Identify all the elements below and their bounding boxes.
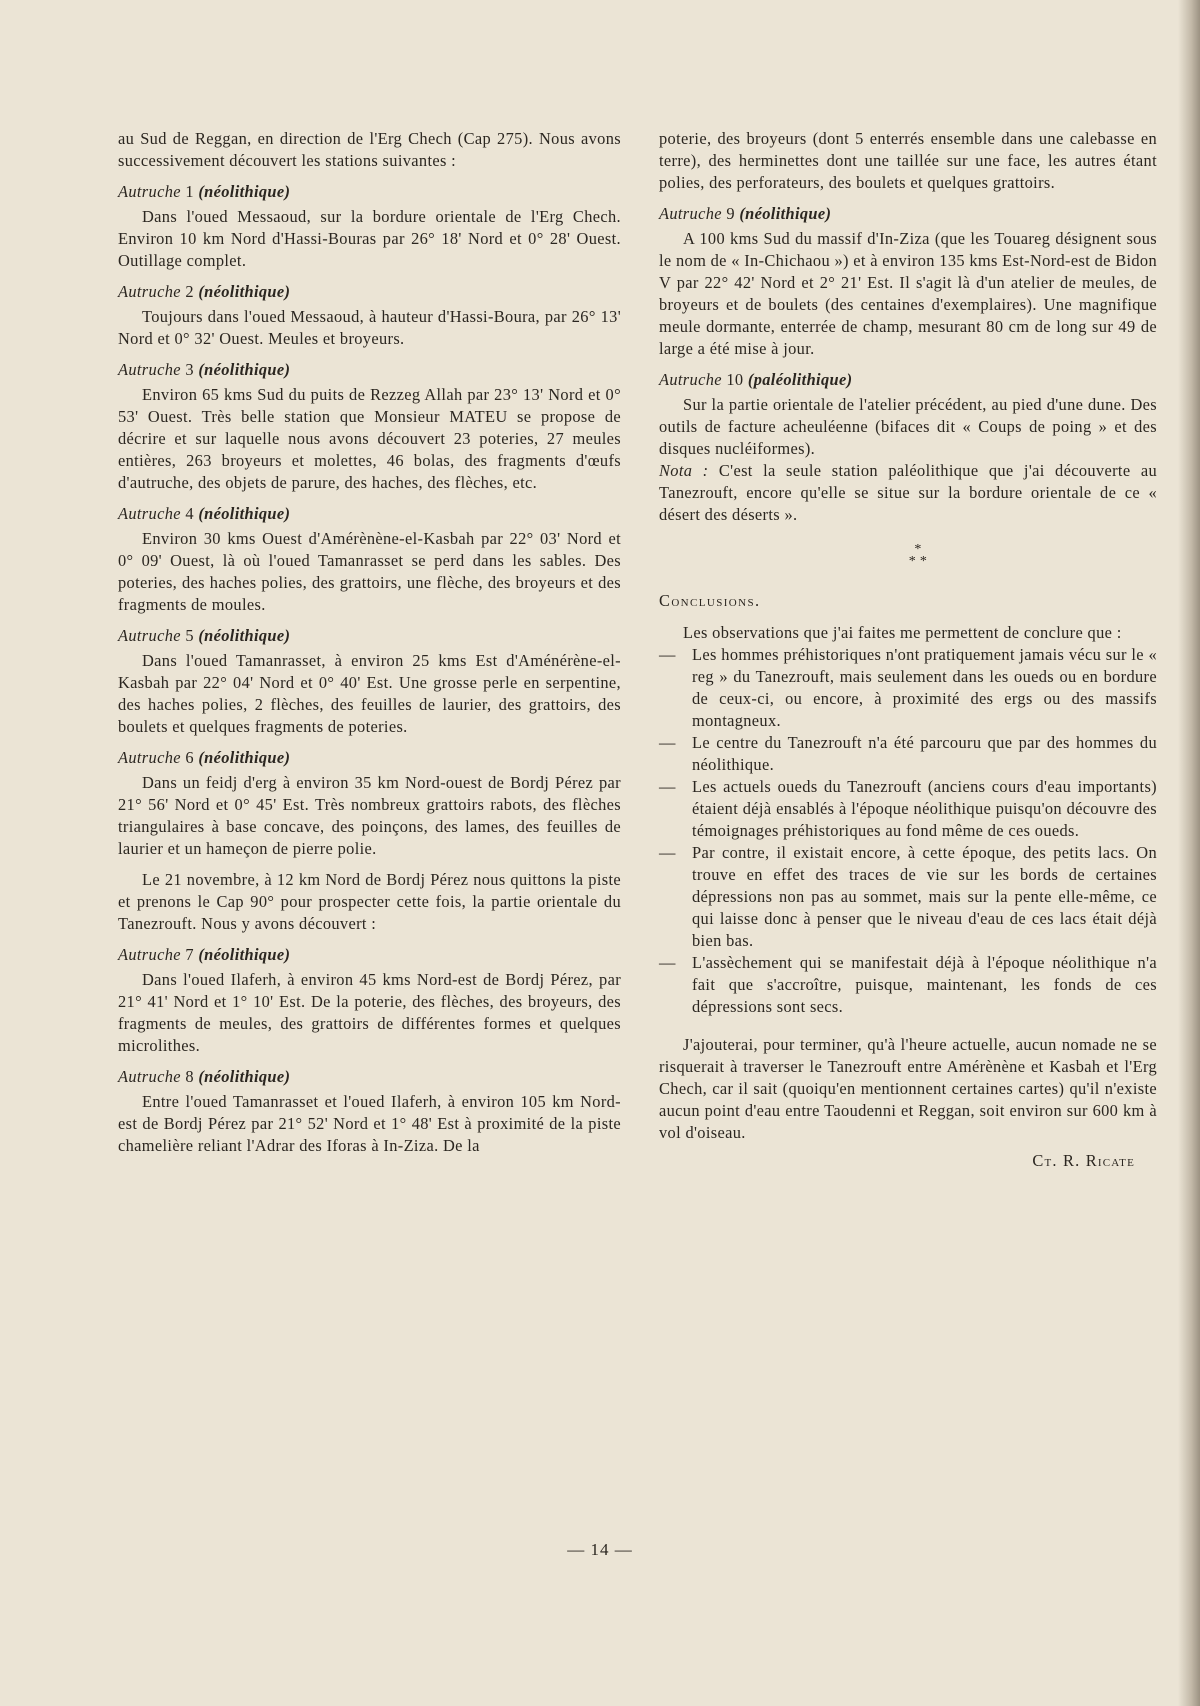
section-separator-stars: * * * — [908, 542, 928, 569]
page-number: — 14 — — [567, 1540, 633, 1559]
station-heading-6: Autruche 6 (néolithique) — [118, 748, 291, 767]
conclusion-item: — Le centre du Tanezrouft n'a été parcouru que par des hommes du néolithique. — [659, 732, 1157, 776]
station-heading-2: Autruche 2 (néolithique) — [118, 282, 291, 301]
nota-paragraph — [659, 460, 1157, 526]
station-text-1: Dans l'oued Messaoud, sur la bordure orientale de l'Erg Chech. Environ 10 km Nord d'Hassi-Bouras par 26° 18' Nord et 0° 28' Ouest. Outillage complet. — [118, 207, 621, 270]
left-column — [118, 128, 621, 1157]
intro-paragraph: au Sud de Reggan, en direction de l'Erg Chech (Cap 275). Nous avons successivement découvert les stations suivantes : — [118, 129, 621, 170]
station-heading-10: Autruche 10 (paléolithique) — [659, 370, 853, 389]
closing-paragraph: J'ajouterai, pour terminer, qu'à l'heure actuelle, aucun nomade ne se risquerait à traverser le Tanezrouft entre Amérènène et Kasbah et l'Erg Chech, car il sait (quoiqu'en mentionnent certaines cartes) qu'il n'existe aucun point d'eau entre Taoudenni et Reggan, soit environ sur 600 km à vol d'oiseau. — [659, 1035, 1157, 1142]
station-heading-4: Autruche 4 (néolithique) — [118, 504, 291, 523]
station-heading-3: Autruche 3 (néolithique) — [118, 360, 291, 379]
conclusions-intro: Les observations que j'ai faites me permettent de conclure que : — [683, 623, 1122, 642]
station-heading-9: Autruche 9 (néolithique) — [659, 204, 832, 223]
conclusion-item: — Les actuels oueds du Tanezrouft (anciens cours d'eau importants) étaient déjà ensablés à l'époque néolithique puisqu'on découvre des témoignages préhistoriques au fond même de ces oueds. — [659, 776, 1157, 842]
conclusion-item: — Par contre, il existait encore, à cette époque, des petits lacs. On trouve en effet des traces de vie sur les bords de certaines dépressions non pas au sommet, mais sur la pente elle-même, ce qui laisse donc à penser que le niveau d'eau de ces lacs était déjà bien bas. — [659, 842, 1157, 952]
station-text-7: Dans l'oued Ilaferh, à environ 45 kms Nord-est de Bordj Pérez, par 21° 41' Nord et 1° 10' Est. De la poterie, des flèches, des broyeurs, des fragments de meules, des grattoirs de différentes formes et quelques microlithes. — [118, 970, 621, 1055]
conclusions-list — [659, 644, 1157, 1018]
station-heading-5: Autruche 5 (néolithique) — [118, 626, 291, 645]
station-text-10: Sur la partie orientale de l'atelier précédent, au pied d'une dune. Des outils de facture acheuléenne (bifaces dit « Coups de poing » et des disques nucléiformes). — [659, 395, 1157, 458]
author-signature: Ct. R. Ricate — [1032, 1151, 1135, 1170]
station-text-8: Entre l'oued Tamanrasset et l'oued Ilaferh, à environ 105 km Nord-est de Bordj Pérez par 21° 52' Nord et 1° 48' Est à proximité de la piste chamelière reliant l'Adrar des Iforas à In-Ziza. De la — [118, 1092, 621, 1155]
station-heading-8: Autruche 8 (néolithique) — [118, 1067, 291, 1086]
station-text-2: Toujours dans l'oued Messaoud, à hauteur d'Hassi-Boura, par 26° 13' Nord et 0° 32' Ouest. Meules et broyeurs. — [118, 307, 621, 348]
interlude-paragraph: Le 21 novembre, à 12 km Nord de Bordj Pérez nous quittons la piste et prenons le Cap 90° pour prospecter cette fois, la partie orientale du Tanezrouft. Nous y avons découvert : — [118, 870, 621, 933]
nota-text: C'est la seule station paléolithique que j'ai découverte au Tanezrouft, encore qu'elle se situe sur la bordure orientale de ce « désert des déserts ». — [659, 461, 1157, 524]
right-column — [659, 128, 1157, 1172]
page-edge-shadow — [1178, 0, 1200, 1706]
station-text-5: Dans l'oued Tamanrasset, à environ 25 kms Est d'Aménérène-el-Kasbah par 22° 04' Nord et 0° 40' Est. Une grosse perle en serpentine, des haches polies, 2 flèches, des feuilles de laurier, des grattoirs, des boulets et quelques fragments de poteries. — [118, 651, 621, 736]
continuation-paragraph: poterie, des broyeurs (dont 5 enterrés ensemble dans une calebasse en terre), des herminettes dont une taillée sur une face, les autres étant polies, des perforateurs, des boulets et quelques grattoirs. — [659, 129, 1157, 192]
station-heading-7: Autruche 7 (néolithique) — [118, 945, 291, 964]
conclusion-item: — L'assèchement qui se manifestait déjà à l'époque néolithique n'a fait que s'accroître, puisque, maintenant, les fonds de ces dépressions sont secs. — [659, 952, 1157, 1018]
conclusion-item: — Les hommes préhistoriques n'ont pratiquement jamais vécu sur le « reg » du Tanezrouft, mais seulement dans les oueds ou en bordure de ceux-ci, ou encore, à proximité des ergs ou des massifs montagneux. — [659, 644, 1157, 732]
station-text-4: Environ 30 kms Ouest d'Amérènène-el-Kasbah par 22° 03' Nord et 0° 09' Ouest, là où l'oued Tamanrasset se perd dans les sables. Des poteries, des haches polies, des grattoirs, une flèche, des broyeurs et des fragments de moules. — [118, 529, 621, 614]
station-text-9: A 100 kms Sud du massif d'In-Ziza (que les Touareg désignent sous le nom de « In-Chichaou ») et à environ 135 kms Est-Nord-est de Bidon V par 22° 42' Nord et 2° 21' Est. Il s'agit là d'un atelier de meules, de broyeurs et de boulets (des centaines d'exemplaires). Une magnifique meule dormante, enterrée de champ, mesurant 80 cm de long sur 49 de large a été mise à jour. — [659, 229, 1158, 358]
station-heading-1: Autruche 1 (néolithique) — [118, 182, 291, 201]
station-text-3: Environ 65 kms Sud du puits de Rezzeg Allah par 23° 13' Nord et 0° 53' Ouest. Très belle station que Monsieur MATEU se propose de décrire et sur laquelle nous avons découvert 23 poteries, 27 meules entières, 263 broyeurs et molettes, 46 bolas, des fragments d'œufs d'autruche, des objets de parure, des haches, des flèches, etc. — [118, 385, 621, 492]
nota-label: Nota : — [659, 461, 709, 480]
conclusions-title: Conclusions. — [659, 591, 761, 610]
station-text-6: Dans un feidj d'erg à environ 35 km Nord-ouest de Bordj Pérez par 21° 56' Nord et 0° 45' Est. Très nombreux grattoirs rabots, des flèches triangulaires à base concave, des poinçons, des lames, des feuilles de laurier et un hameçon de pierre polie. — [118, 773, 621, 858]
